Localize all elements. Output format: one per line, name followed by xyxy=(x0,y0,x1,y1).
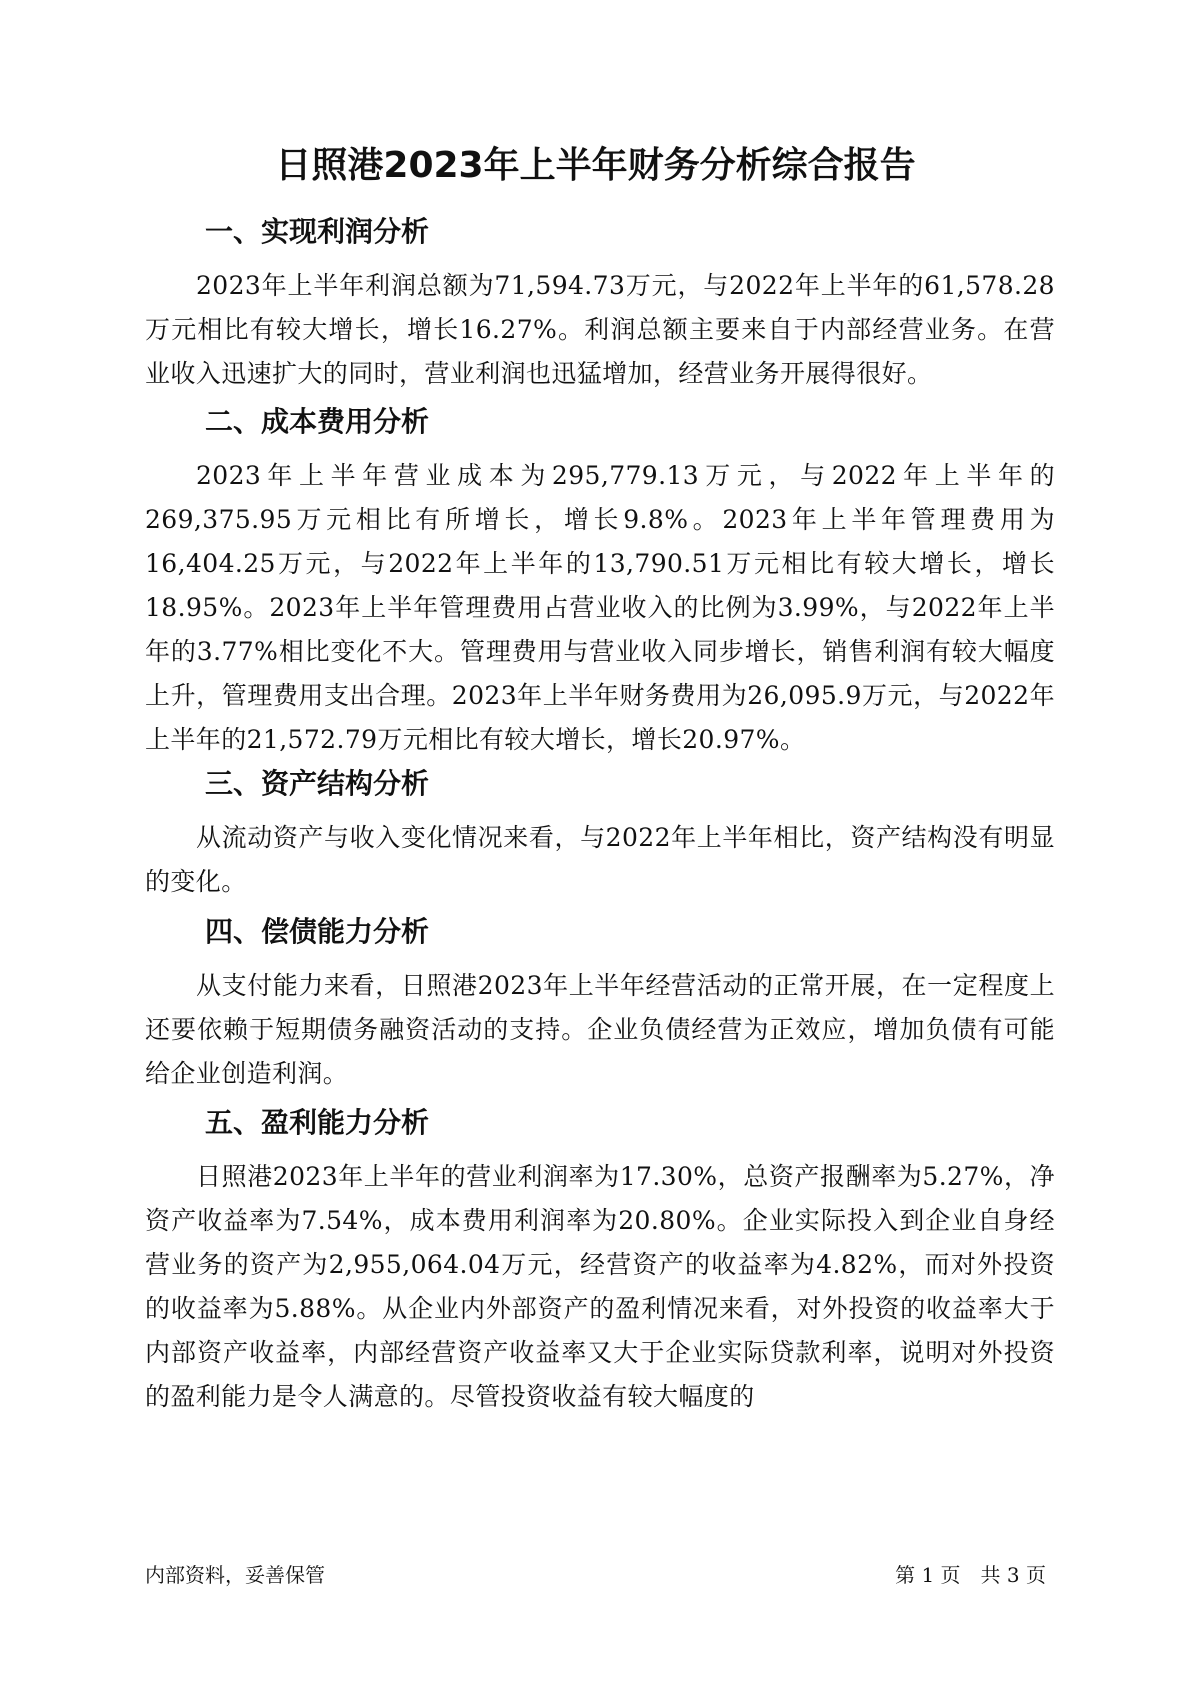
section-heading: 二、成本费用分析 xyxy=(205,405,430,438)
section-paragraph: 日照港2023年上半年的营业利润率为17.30%，总资产报酬率为5.27%，净资产收益率为7.54%，成本费用利润率为20.80%。企业实际投入到企业自身经营业务的资产为2,955,064.04万元，经营资产的收益率为4.82%，而对外投资的收益率为5.88%。从企业内外部资产的盈利情况来看，对外投资的收益率大于内部资产收益率，内部经营资产收益率又大于企业实际贷款利率，说明对外投资的盈利能力是令人满意的。尽管投资收益有较大幅度的 xyxy=(145,1162,1055,1411)
section-solvency xyxy=(145,914,1055,1096)
section-cost xyxy=(145,404,1055,762)
section-heading: 三、资产结构分析 xyxy=(205,767,430,800)
footer-page-number: 第 1 页 共 3 页 xyxy=(895,1563,1046,1587)
section-heading: 四、偿债能力分析 xyxy=(205,915,430,948)
section-heading: 一、实现利润分析 xyxy=(205,215,430,248)
section-profit xyxy=(145,214,1055,396)
footer-confidential-note: 内部资料，妥善保管 xyxy=(145,1563,325,1587)
section-heading: 五、盈利能力分析 xyxy=(205,1106,430,1139)
section-paragraph: 2023年上半年利润总额为71,594.73万元，与2022年上半年的61,578.28万元相比有较大增长，增长16.27%。利润总额主要来自于内部经营业务。在营业收入迅速扩大的同时，营业利润也迅猛增加，经营业务开展得很好。 xyxy=(145,271,1055,388)
section-paragraph: 2023年上半年营业成本为295,779.13万元，与2022年上半年的269,375.95万元相比有所增长，增长9.8%。2023年上半年管理费用为16,404.25万元，与2022年上半年的13,790.51万元相比有较大增长，增长18.95%。2023年上半年管理费用占营业收入的比例为3.99%，与2022年上半年的3.77%相比变化不大。管理费用与营业收入同步增长，销售利润有较大幅度上升，管理费用支出合理。2023年上半年财务费用为26,095.9万元，与2022年上半年的21,572.79万元相比有较大增长，增长20.97%。 xyxy=(145,461,1055,754)
document-title: 日照港2023年上半年财务分析综合报告 xyxy=(275,145,916,186)
section-profitability xyxy=(145,1105,1055,1419)
section-paragraph: 从支付能力来看，日照港2023年上半年经营活动的正常开展，在一定程度上还要依赖于短期债务融资活动的支持。企业负债经营为正效应，增加负债有可能给企业创造利润。 xyxy=(145,971,1055,1088)
section-paragraph: 从流动资产与收入变化情况来看，与2022年上半年相比，资产结构没有明显的变化。 xyxy=(145,823,1055,896)
section-asset-structure xyxy=(145,766,1055,904)
